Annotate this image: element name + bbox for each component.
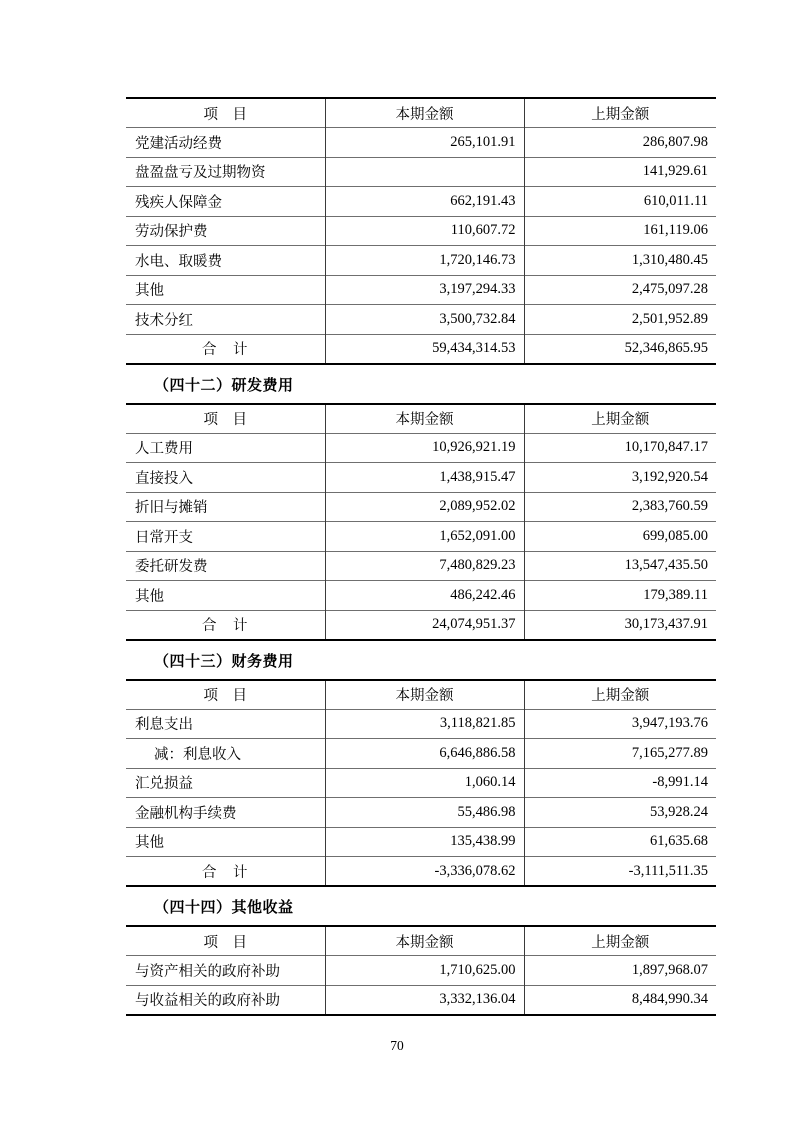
section-heading: （四十二）研发费用: [154, 377, 294, 394]
item-label-cell: 人工费用: [126, 433, 325, 463]
prior-amount-cell: 7,165,277.89: [524, 739, 716, 769]
table-row: [126, 275, 716, 305]
current-amount-cell: 24,074,951.37: [325, 610, 524, 640]
current-amount-cell: 3,197,294.33: [325, 275, 524, 305]
tables-container: [126, 97, 716, 1016]
prior-amount-cell: 3,192,920.54: [524, 463, 716, 493]
item-label-cell: 日常开支: [126, 522, 325, 552]
table-row: [126, 157, 716, 187]
current-amount-cell: 1,720,146.73: [325, 246, 524, 276]
table-row: [126, 305, 716, 335]
section-heading: （四十四）其他收益: [154, 900, 294, 916]
current-amount-cell: 110,607.72: [325, 216, 524, 246]
prior-amount-cell: 2,475,097.28: [524, 275, 716, 305]
current-amount-cell: [325, 157, 524, 187]
item-label-cell: 劳动保护费: [126, 216, 325, 246]
prior-amount-cell: -8,991.14: [524, 768, 716, 798]
prior-period-header-cell: 上期金额: [591, 412, 650, 428]
table-header-row: [126, 680, 716, 710]
table-row: [126, 128, 716, 158]
section-heading: （四十三）财务费用: [154, 653, 294, 670]
current-amount-cell: 265,101.91: [325, 128, 524, 158]
prior-amount-cell: 10,170,847.17: [524, 433, 716, 463]
table-header-row: [126, 98, 716, 128]
item-label-cell: 技术分红: [126, 305, 325, 335]
table-row: [126, 433, 716, 463]
item-label-cell: 水电、取暖费: [126, 246, 325, 276]
item-header-cell: 项 目: [126, 98, 325, 128]
table-row: [126, 857, 716, 887]
current-amount-cell: 1,060.14: [325, 768, 524, 798]
table-row: [126, 768, 716, 798]
table-row: [126, 985, 716, 1015]
table-section: [126, 887, 716, 1016]
current-amount-cell: 7,480,829.23: [325, 551, 524, 581]
table-row: [126, 246, 716, 276]
current-amount-cell: 6,646,886.58: [325, 739, 524, 769]
table-section: [126, 365, 716, 641]
prior-amount-cell: 286,807.98: [524, 128, 716, 158]
current-period-header-cell: 本期金额: [325, 680, 524, 710]
prior-amount-cell: 2,501,952.89: [524, 305, 716, 335]
item-header-cell: 项 目: [126, 680, 325, 710]
prior-amount-cell: 8,484,990.34: [524, 985, 716, 1015]
table-row: [126, 334, 716, 364]
prior-amount-cell: 141,929.61: [524, 157, 716, 187]
prior-period-header-cell: 上期金额: [591, 688, 650, 704]
prior-amount-cell: 61,635.68: [524, 827, 716, 857]
item-label-cell: 金融机构手续费: [126, 798, 325, 828]
current-amount-cell: 486,242.46: [325, 581, 524, 611]
item-label-cell: 其他: [126, 581, 325, 611]
current-amount-cell: -3,336,078.62: [325, 857, 524, 887]
prior-amount-cell: 30,173,437.91: [524, 610, 716, 640]
current-amount-cell: 3,500,732.84: [325, 305, 524, 335]
current-amount-cell: 55,486.98: [325, 798, 524, 828]
item-label-cell: 党建活动经费: [126, 128, 325, 158]
page-number: 70: [390, 1038, 404, 1053]
item-label-cell: 减：利息收入: [126, 739, 325, 769]
prior-amount-cell: 2,383,760.59: [524, 492, 716, 522]
table-row: [126, 956, 716, 986]
table-row: [126, 610, 716, 640]
table-row: [126, 739, 716, 769]
prior-amount-cell: 1,310,480.45: [524, 246, 716, 276]
current-amount-cell: 59,434,314.53: [325, 334, 524, 364]
current-amount-cell: 662,191.43: [325, 187, 524, 217]
item-label-cell: 直接投入: [126, 463, 325, 493]
financial-table: [126, 679, 716, 888]
current-period-header-cell: 本期金额: [325, 98, 524, 128]
item-label-cell: 汇兑损益: [126, 768, 325, 798]
current-period-header-cell: 本期金额: [325, 404, 524, 434]
table-row: [126, 463, 716, 493]
item-header-cell: 项 目: [126, 926, 325, 956]
prior-amount-cell: 13,547,435.50: [524, 551, 716, 581]
table-header-row: [126, 404, 716, 434]
table-row: [126, 827, 716, 857]
item-label-cell: 盘盈盘亏及过期物资: [126, 157, 325, 187]
prior-amount-cell: 179,389.11: [524, 581, 716, 611]
item-label-cell: 其他: [126, 827, 325, 857]
table-row: [126, 581, 716, 611]
item-label-cell: 与收益相关的政府补助: [126, 985, 325, 1015]
prior-amount-cell: 53,928.24: [524, 798, 716, 828]
prior-amount-cell: 52,346,865.95: [524, 334, 716, 364]
current-amount-cell: 1,652,091.00: [325, 522, 524, 552]
item-label-cell: 与资产相关的政府补助: [126, 956, 325, 986]
item-label-cell: 合 计: [126, 610, 325, 640]
prior-amount-cell: -3,111,511.35: [524, 857, 716, 887]
table-row: [126, 798, 716, 828]
prior-period-header-cell: 上期金额: [591, 106, 650, 123]
item-label-cell: 利息支出: [126, 709, 325, 739]
table-section: [126, 641, 716, 888]
current-amount-cell: 135,438.99: [325, 827, 524, 857]
table-header-row: [126, 926, 716, 956]
table-row: [126, 492, 716, 522]
financial-table: [126, 403, 716, 641]
prior-amount-cell: 610,011.11: [524, 187, 716, 217]
current-amount-cell: 1,438,915.47: [325, 463, 524, 493]
item-header-cell: 项 目: [126, 404, 325, 434]
current-amount-cell: 10,926,921.19: [325, 433, 524, 463]
prior-amount-cell: 699,085.00: [524, 522, 716, 552]
financial-table: [126, 97, 716, 365]
current-period-header-cell: 本期金额: [325, 926, 524, 956]
table-row: [126, 709, 716, 739]
item-label-cell: 折旧与摊销: [126, 492, 325, 522]
item-label-cell: 其他: [126, 275, 325, 305]
item-label-cell: 合 计: [126, 334, 325, 364]
item-label-cell: 合 计: [126, 857, 325, 887]
prior-period-header-cell: 上期金额: [591, 934, 650, 951]
prior-amount-cell: 3,947,193.76: [524, 709, 716, 739]
item-label-cell: 委托研发费: [126, 551, 325, 581]
table-row: [126, 216, 716, 246]
table-row: [126, 522, 716, 552]
table-row: [126, 551, 716, 581]
prior-amount-cell: 161,119.06: [524, 216, 716, 246]
table-section: [126, 97, 716, 365]
current-amount-cell: 3,332,136.04: [325, 985, 524, 1015]
current-amount-cell: 1,710,625.00: [325, 956, 524, 986]
prior-amount-cell: 1,897,968.07: [524, 956, 716, 986]
current-amount-cell: 2,089,952.02: [325, 492, 524, 522]
table-row: [126, 187, 716, 217]
financial-table: [126, 925, 716, 1016]
item-label-cell: 残疾人保障金: [126, 187, 325, 217]
current-amount-cell: 3,118,821.85: [325, 709, 524, 739]
